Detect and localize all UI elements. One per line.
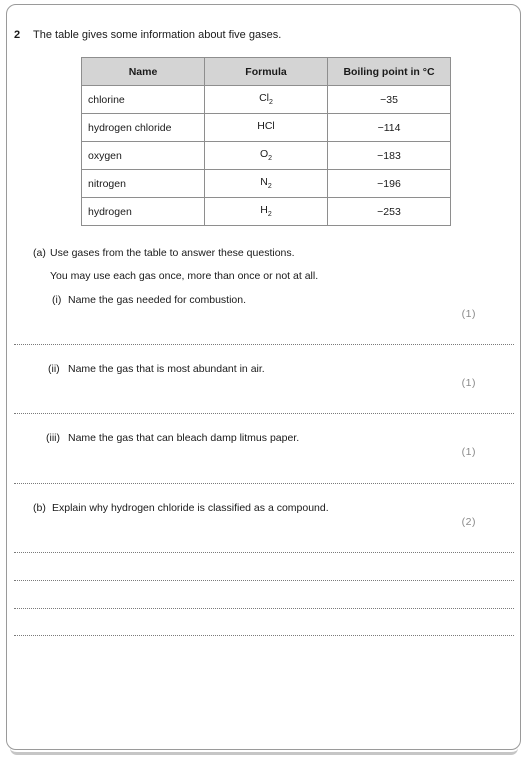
gas-name: chlorine	[82, 86, 205, 114]
answer-line-a-iii[interactable]	[14, 483, 514, 484]
question-stem: The table gives some information about five gases.	[33, 29, 282, 41]
part-a-label: (a)	[33, 247, 46, 259]
gas-boiling-point: −114	[328, 114, 451, 142]
gas-boiling-point: −196	[328, 170, 451, 198]
part-a-ii-question: Name the gas that is most abundant in air.	[68, 363, 265, 375]
gas-name: nitrogen	[82, 170, 205, 198]
header-boiling-point: Boiling point in °C	[328, 58, 451, 86]
header-name: Name	[82, 58, 205, 86]
gas-formula	[205, 86, 328, 114]
part-a-i-label: (i)	[52, 294, 62, 306]
table-row	[82, 142, 451, 170]
answer-line-b-2[interactable]	[14, 580, 514, 581]
part-a-i-marks: (1)	[461, 308, 476, 320]
table-row	[82, 170, 451, 198]
part-b-marks: (2)	[461, 516, 476, 528]
gas-boiling-point: −35	[328, 86, 451, 114]
part-a-iii-label: (iii)	[46, 432, 60, 444]
page-frame-shadow	[10, 748, 518, 755]
gas-formula	[205, 198, 328, 226]
part-a-note: You may use each gas once, more than once or not at all.	[50, 270, 319, 282]
part-a-iii-question: Name the gas that can bleach damp litmus paper.	[68, 432, 300, 444]
part-a-i-question: Name the gas needed for combustion.	[68, 294, 247, 306]
question-number: 2	[14, 29, 21, 41]
formula-base: N	[260, 176, 268, 189]
table-row	[82, 114, 451, 142]
part-a-ii-marks: (1)	[461, 377, 476, 389]
answer-line-b-3[interactable]	[14, 608, 514, 609]
part-a-intro: Use gases from the table to answer these questions.	[50, 247, 295, 259]
answer-line-a-ii[interactable]	[14, 413, 514, 414]
answer-line-b-4[interactable]	[14, 635, 514, 636]
gas-formula	[205, 142, 328, 170]
table-header-row	[82, 58, 451, 86]
formula-base: Cl	[259, 92, 269, 105]
formula-base: HCl	[257, 120, 275, 133]
gas-formula	[205, 170, 328, 198]
table-row	[82, 198, 451, 226]
gas-formula	[205, 114, 328, 142]
header-formula: Formula	[205, 58, 328, 86]
gas-name: oxygen	[82, 142, 205, 170]
part-a-iii-marks: (1)	[461, 446, 476, 458]
formula-base: O	[259, 148, 269, 161]
gas-name: hydrogen	[82, 198, 205, 226]
answer-line-a-i[interactable]	[14, 344, 514, 345]
gas-boiling-point: −253	[328, 198, 451, 226]
formula-subscript: 2	[267, 183, 272, 191]
gas-name: hydrogen chloride	[82, 114, 205, 142]
formula-subscript: 2	[268, 155, 273, 163]
part-a-ii-label: (ii)	[48, 363, 60, 375]
table-row	[82, 86, 451, 114]
formula-subscript: 2	[267, 211, 272, 219]
gas-boiling-point: −183	[328, 142, 451, 170]
answer-line-b-1[interactable]	[14, 552, 514, 553]
gases-table	[81, 57, 451, 226]
formula-base: H	[260, 204, 268, 217]
part-b-question: Explain why hydrogen chloride is classified as a compound.	[52, 502, 329, 514]
formula-subscript: 2	[269, 99, 273, 107]
part-b-label: (b)	[33, 502, 46, 514]
